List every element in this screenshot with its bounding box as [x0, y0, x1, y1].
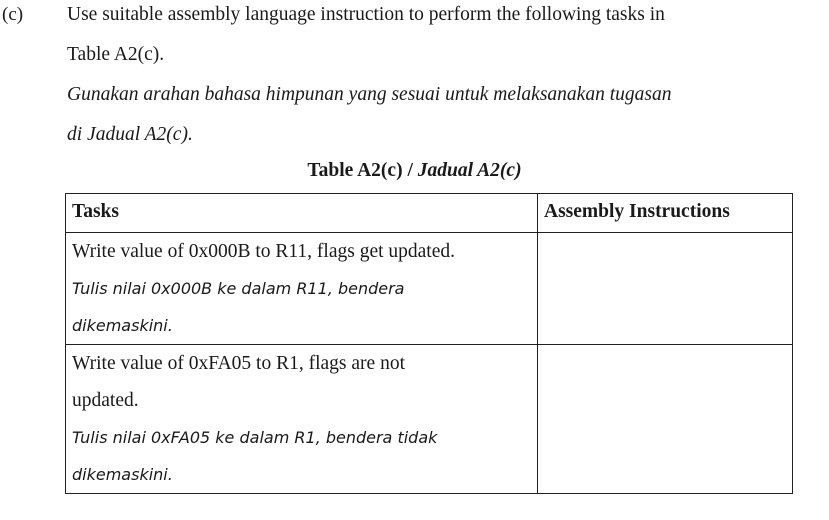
table-row [66, 345, 793, 494]
task-text-english: Write value of 0xFA05 to R1, flags are not [72, 353, 405, 374]
table-header-row [66, 194, 793, 233]
task-table [65, 193, 793, 494]
header-assembly-instructions: Assembly Instructions [538, 194, 793, 233]
task-text-english: updated. [72, 390, 139, 411]
question-label: (c) [2, 4, 24, 25]
instruction-malay-line-1: Gunakan arahan bahasa himpunan yang sesuai untuk melaksanakan tugasan [67, 84, 672, 105]
table-title-malay: Jadual A2(c) [417, 160, 522, 181]
task-cell [66, 345, 538, 494]
instruction-malay-line-2: di Jadual A2(c). [67, 124, 193, 145]
instruction-line-1: Use suitable assembly language instruction to perform the following tasks in [67, 4, 665, 25]
header-tasks: Tasks [66, 194, 538, 233]
table-title [0, 160, 829, 182]
task-text-malay: Tulis nilai 0xFA05 ke dalam R1, bendera tidak [72, 428, 438, 447]
table-row [66, 233, 793, 345]
answer-cell[interactable] [538, 233, 793, 345]
task-text-malay: dikemaskini. [72, 316, 173, 335]
table-title-english: Table A2(c) / [307, 160, 418, 181]
task-text-english: Write value of 0x000B to R11, flags get updated. [72, 241, 455, 262]
task-text-malay: Tulis nilai 0x000B ke dalam R11, bendera [72, 279, 405, 298]
answer-cell[interactable] [538, 345, 793, 494]
instruction-line-2: Table A2(c). [67, 44, 165, 65]
task-text-malay: dikemaskini. [72, 465, 173, 484]
task-cell [66, 233, 538, 345]
